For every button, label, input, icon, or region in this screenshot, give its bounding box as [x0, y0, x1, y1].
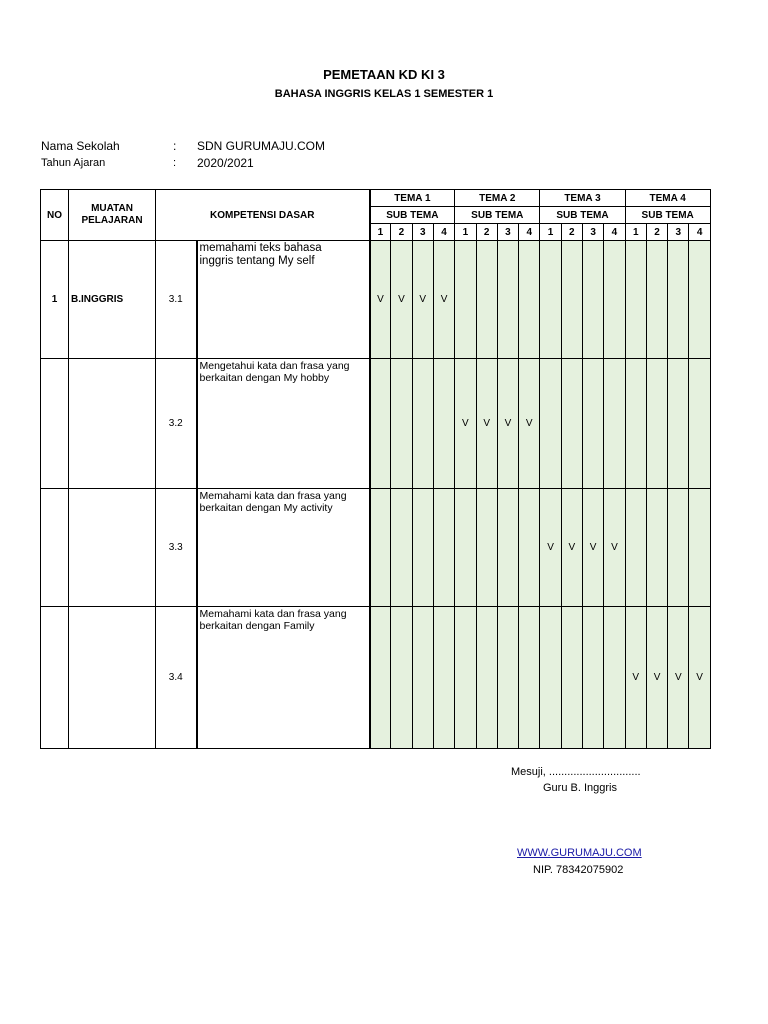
- header-sub-number: 3: [668, 224, 689, 241]
- row-muatan: [69, 359, 156, 489]
- check-cell: [689, 489, 710, 607]
- check-cell: [519, 489, 540, 607]
- check-cell: [391, 607, 412, 749]
- check-cell: V: [582, 489, 603, 607]
- check-cell: [604, 607, 625, 749]
- header-sub-tema: SUB TEMA: [370, 207, 455, 224]
- kd-description-line: Memahami kata dan frasa yang: [199, 490, 347, 502]
- check-cell: [412, 359, 433, 489]
- check-cell: [455, 489, 476, 607]
- check-cell: [646, 489, 667, 607]
- check-cell: V: [455, 359, 476, 489]
- header-tema-2: TEMA 2: [455, 190, 540, 207]
- check-cell: [582, 241, 603, 359]
- header-tema-4: TEMA 4: [625, 190, 710, 207]
- check-cell: [625, 241, 646, 359]
- check-cell: [540, 607, 561, 749]
- check-cell: V: [689, 607, 710, 749]
- check-cell: [497, 489, 518, 607]
- row-number: [41, 607, 69, 749]
- school-colon: :: [173, 139, 177, 153]
- row-muatan: B.INGGRIS: [69, 241, 156, 359]
- header-sub-number: 1: [370, 224, 391, 241]
- check-cell: [476, 489, 497, 607]
- school-label: Nama Sekolah: [41, 139, 120, 153]
- check-cell: [455, 241, 476, 359]
- table-row: [41, 607, 711, 749]
- check-cell: [668, 489, 689, 607]
- header-tema-3: TEMA 3: [540, 190, 625, 207]
- check-cell: V: [370, 241, 391, 359]
- row-number: [41, 359, 69, 489]
- header-sub-number: 4: [689, 224, 710, 241]
- header-sub-number: 2: [561, 224, 582, 241]
- header-sub-number: 1: [540, 224, 561, 241]
- check-cell: V: [604, 489, 625, 607]
- check-cell: [646, 359, 667, 489]
- header-sub-number: 2: [391, 224, 412, 241]
- table-row: [41, 359, 711, 489]
- header-sub-number: 3: [582, 224, 603, 241]
- row-kd-description: [197, 607, 370, 749]
- check-cell: [370, 359, 391, 489]
- row-kd-description: [197, 241, 370, 359]
- header-sub-number: 2: [646, 224, 667, 241]
- row-kd-number: 3.4: [156, 607, 197, 749]
- signature-place-date: Mesuji, ..............................: [511, 766, 641, 778]
- check-cell: [561, 607, 582, 749]
- check-cell: [561, 359, 582, 489]
- check-cell: V: [412, 241, 433, 359]
- row-muatan: [69, 607, 156, 749]
- kd-description-line: berkaitan dengan Family: [199, 620, 315, 632]
- row-kd-description: [197, 489, 370, 607]
- signature-name-link[interactable]: WWW.GURUMAJU.COM: [517, 847, 642, 859]
- header-sub-number: 3: [497, 224, 518, 241]
- document-title: PEMETAAN KD KI 3: [323, 67, 445, 82]
- check-cell: [519, 607, 540, 749]
- check-cell: [370, 489, 391, 607]
- check-cell: V: [519, 359, 540, 489]
- check-cell: [370, 607, 391, 749]
- header-sub-number: 4: [433, 224, 454, 241]
- kd-description-line: inggris tentang My self: [199, 255, 315, 267]
- header-sub-tema: SUB TEMA: [455, 207, 540, 224]
- check-cell: [646, 241, 667, 359]
- check-cell: V: [497, 359, 518, 489]
- check-cell: [625, 489, 646, 607]
- check-cell: [412, 489, 433, 607]
- check-cell: [561, 241, 582, 359]
- check-cell: V: [391, 241, 412, 359]
- check-cell: [476, 241, 497, 359]
- kd-description-line: Mengetahui kata dan frasa yang: [199, 360, 350, 372]
- row-number: 1: [41, 241, 69, 359]
- check-cell: [668, 359, 689, 489]
- kd-description-line: memahami teks bahasa: [199, 242, 322, 254]
- kd-description-line: berkaitan dengan My hobby: [199, 372, 330, 384]
- check-cell: [540, 359, 561, 489]
- check-cell: [519, 241, 540, 359]
- table-body: [41, 241, 711, 749]
- kd-mapping-table: [40, 189, 711, 749]
- header-sub-tema: SUB TEMA: [625, 207, 710, 224]
- row-number: [41, 489, 69, 607]
- header-sub-number: 3: [412, 224, 433, 241]
- check-cell: [391, 359, 412, 489]
- signature-nip: NIP. 78342075902: [533, 864, 624, 876]
- check-cell: [455, 607, 476, 749]
- kd-description-line: Memahami kata dan frasa yang: [199, 608, 347, 620]
- check-cell: [625, 359, 646, 489]
- header-sub-number: 4: [604, 224, 625, 241]
- check-cell: V: [646, 607, 667, 749]
- header-tema-1: TEMA 1: [370, 190, 455, 207]
- school-value: SDN GURUMAJU.COM: [197, 139, 325, 153]
- kd-description-line: berkaitan dengan My activity: [199, 502, 333, 514]
- row-kd-description: [197, 359, 370, 489]
- check-cell: [476, 607, 497, 749]
- row-kd-number: 3.3: [156, 489, 197, 607]
- check-cell: [604, 241, 625, 359]
- header-kompetensi-dasar: KOMPETENSI DASAR: [156, 190, 370, 241]
- header-sub-number: 1: [455, 224, 476, 241]
- check-cell: [497, 607, 518, 749]
- header-sub-number: 1: [625, 224, 646, 241]
- check-cell: [582, 359, 603, 489]
- check-cell: [540, 241, 561, 359]
- signature-role: Guru B. Inggris: [543, 782, 617, 794]
- check-cell: [433, 359, 454, 489]
- check-cell: V: [476, 359, 497, 489]
- check-cell: V: [668, 607, 689, 749]
- table-row: [41, 241, 711, 359]
- check-cell: V: [433, 241, 454, 359]
- row-kd-number: 3.1: [156, 241, 197, 359]
- year-label: Tahun Ajaran: [41, 157, 106, 169]
- check-cell: [689, 359, 710, 489]
- check-cell: V: [540, 489, 561, 607]
- header-sub-number: 2: [476, 224, 497, 241]
- check-cell: V: [625, 607, 646, 749]
- check-cell: [668, 241, 689, 359]
- check-cell: [689, 241, 710, 359]
- row-muatan: [69, 489, 156, 607]
- check-cell: [391, 489, 412, 607]
- year-value: 2020/2021: [197, 156, 254, 170]
- check-cell: [433, 489, 454, 607]
- header-sub-number: 4: [519, 224, 540, 241]
- check-cell: [412, 607, 433, 749]
- header-no: NO: [41, 190, 69, 241]
- check-cell: [604, 359, 625, 489]
- table-row: [41, 489, 711, 607]
- header-muatan-line2: PELAJARAN: [81, 215, 143, 226]
- row-kd-number: 3.2: [156, 359, 197, 489]
- check-cell: [433, 607, 454, 749]
- check-cell: [497, 241, 518, 359]
- header-muatan: [69, 190, 156, 241]
- document-subtitle: BAHASA INGGRIS KELAS 1 SEMESTER 1: [274, 88, 494, 100]
- year-colon: :: [173, 157, 177, 169]
- check-cell: [582, 607, 603, 749]
- header-sub-tema: SUB TEMA: [540, 207, 625, 224]
- header-muatan-line1: MUATAN: [91, 203, 133, 214]
- check-cell: V: [561, 489, 582, 607]
